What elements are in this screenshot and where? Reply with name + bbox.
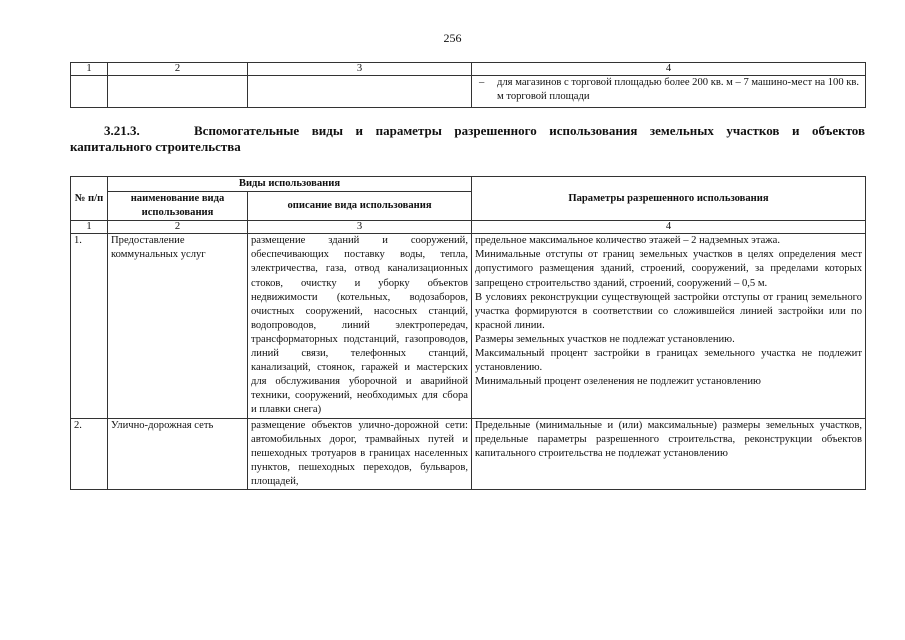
header-usage-name: наименование вида использования <box>108 192 248 221</box>
col-number: 3 <box>248 221 472 234</box>
usage-description: размещение зданий и сооружений, обеспечивающих поставку воды, тепла, электричества, газа, отвод канализационных стоков, очистку и уборку объектов недвижимости (котельных, водозаборов, очистных сооружений, насосных станций, водопроводов, линий электропередач, трансформаторных подстанций, газопроводов, линий связи, телефонных станций, канализаций, стоянок, гаражей и мастерских для обслуживания уборочной и аварийной техники, сооружений, необходимых для сбора и плавки снега) <box>248 234 472 418</box>
section-number: 3.21.3. <box>104 123 140 138</box>
header-parameters: Параметры разрешенного использования <box>472 177 866 221</box>
parameter-line: Предельные (минимальные и (или) максимальные) размеры земельных участков, предельные параметры разрешенного строительства, реконструкции объектов капитального строительства не подлежат установлению <box>475 419 862 459</box>
page-number: 256 <box>443 31 462 45</box>
col-number: 4 <box>472 63 866 76</box>
parameter-line: Максимальный процент застройки в границах земельного участка не подлежит установлению. <box>475 348 862 374</box>
dash-bullet: – <box>479 77 485 88</box>
header-row <box>71 177 866 192</box>
table-row <box>71 234 866 418</box>
usage-parameters <box>472 234 866 418</box>
usage-name: Предоставление коммунальных услуг <box>108 234 248 418</box>
parameter-line: Размеры земельных участков не подлежат установлению. <box>475 333 735 345</box>
column-number-row <box>71 221 866 234</box>
parameter-line: В условиях реконструкции существующей застройки отступы от границ земельного участка формируются в соответствии со сложившейся линией застройки или по красной линии. <box>475 291 862 331</box>
parameter-line: предельное максимальное количество этажей – 2 надземных этажа. <box>475 235 780 247</box>
header-usage-types: Виды использования <box>108 177 472 192</box>
parameter-line: Минимальный процент озеленения не подлежит установлению <box>475 376 761 388</box>
col-number: 2 <box>108 63 248 76</box>
col-number: 2 <box>108 221 248 234</box>
continuation-row <box>71 76 866 108</box>
row-number: 1. <box>71 234 108 418</box>
usage-table <box>70 176 866 490</box>
empty-cell <box>71 76 108 108</box>
usage-name: Улично-дорожная сеть <box>108 418 248 489</box>
continuation-cell <box>472 76 866 108</box>
usage-description: размещение объектов улично-дорожной сети: автомобильных дорог, трамвайных путей и пешеходных тротуаров в границах населенных пунктов, пешеходных переходов, бульваров, площадей, <box>248 418 472 489</box>
usage-parameters <box>472 418 866 489</box>
header-usage-description: описание вида использования <box>248 192 472 221</box>
header-num: № п/п <box>71 177 108 221</box>
col-number: 3 <box>248 63 472 76</box>
empty-cell <box>108 76 248 108</box>
col-number: 1 <box>71 63 108 76</box>
column-number-row <box>71 63 866 76</box>
col-number: 4 <box>472 221 866 234</box>
empty-cell <box>248 76 472 108</box>
section-title: Вспомогательные виды и параметры разрешенного использования земельных участков и объектов капитального строительства <box>70 123 865 154</box>
section-heading <box>70 123 865 155</box>
row-number: 2. <box>71 418 108 489</box>
continuation-table <box>70 62 866 108</box>
table-row <box>71 418 866 489</box>
parameter-line: Минимальные отступы от границ земельных участков в целях определения мест допустимого размещения зданий, строений, сооружений, за пределами которых запрещено строительство зданий, строений, сооружений – 0,5 м. <box>475 249 862 289</box>
col-number: 1 <box>71 221 108 234</box>
continuation-text: для магазинов с торговой площадью более 200 кв. м – 7 машино-мест на 100 кв. м торговой площади <box>497 77 860 103</box>
